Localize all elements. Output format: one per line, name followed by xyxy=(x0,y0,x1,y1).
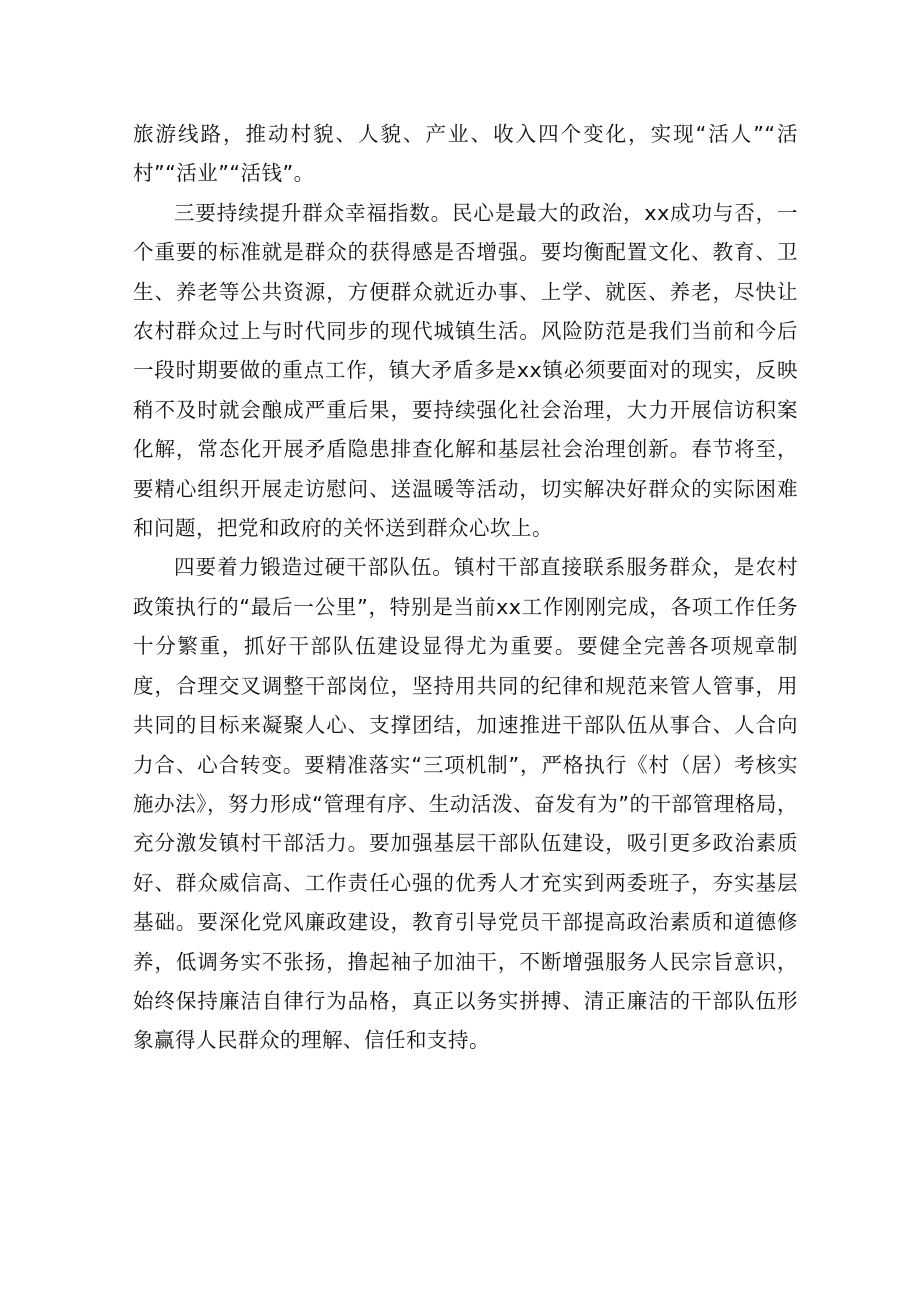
paragraph-cadre-team: 四要着力锻造过硬干部队伍。镇村干部直接联系服务群众，是农村政策执行的“最后一公里”，特别是当前xx工作刚刚完成，各项工作任务十分繁重，抓好干部队伍建设显得尤为重要。要健全完善各项规章制度，合理交叉调整干部岗位，坚持用共同的纪律和规范来管人管事，用共同的目标来凝聚人心、支撑团结，加速推进干部队伍从事合、人合向力合、心合转变。要精准落实“三项机制”，严格执行《村（居）考核实施办法》，努力形成“管理有序、生动活泼、奋发有为”的干部管理格局，充分激发镇村干部活力。要加强基层干部队伍建设，吸引更多政治素质好、群众威信高、工作责任心强的优秀人才充实到两委班子，夯实基层基础。要深化党风廉政建设，教育引导党员干部提高政治素质和道德修养，低调务实不张扬，撸起袖子加油干，不断增强服务人民宗旨意识，始终保持廉洁自律行为品格，真正以务实拼搏、清正廉洁的干部队伍形象赢得人民群众的理解、信任和支持。 xyxy=(133,555,798,1053)
paragraph-happiness-index: 三要持续提升群众幸福指数。民心是最大的政治，xx成功与否，一个重要的标准就是群众的获得感是否增强。要均衡配置文化、教育、卫生、养老等公共资源，方便群众就近办事、上学、就医、养老，尽快让农村群众过上与时代同步的现代城镇生活。风险防范是我们当前和今后一段时期要做的重点工作，镇大矛盾多是xx镇必须要面对的现实，反映稍不及时就会酿成严重后果，要持续强化社会治理，大力开展信访积案化解，常态化开展矛盾隐患排查化解和基层社会治理创新。春节将至，要精心组织开展走访慰问、送温暖等活动，切实解决好群众的实际困难和问题，把党和政府的关怀送到群众心坎上。 xyxy=(133,200,798,541)
paragraph-continuation: 旅游线路，推动村貌、人貌、产业、收入四个变化，实现“活人”“活村”“活业”“活钱”。 xyxy=(133,122,798,186)
document-body xyxy=(133,115,798,1061)
